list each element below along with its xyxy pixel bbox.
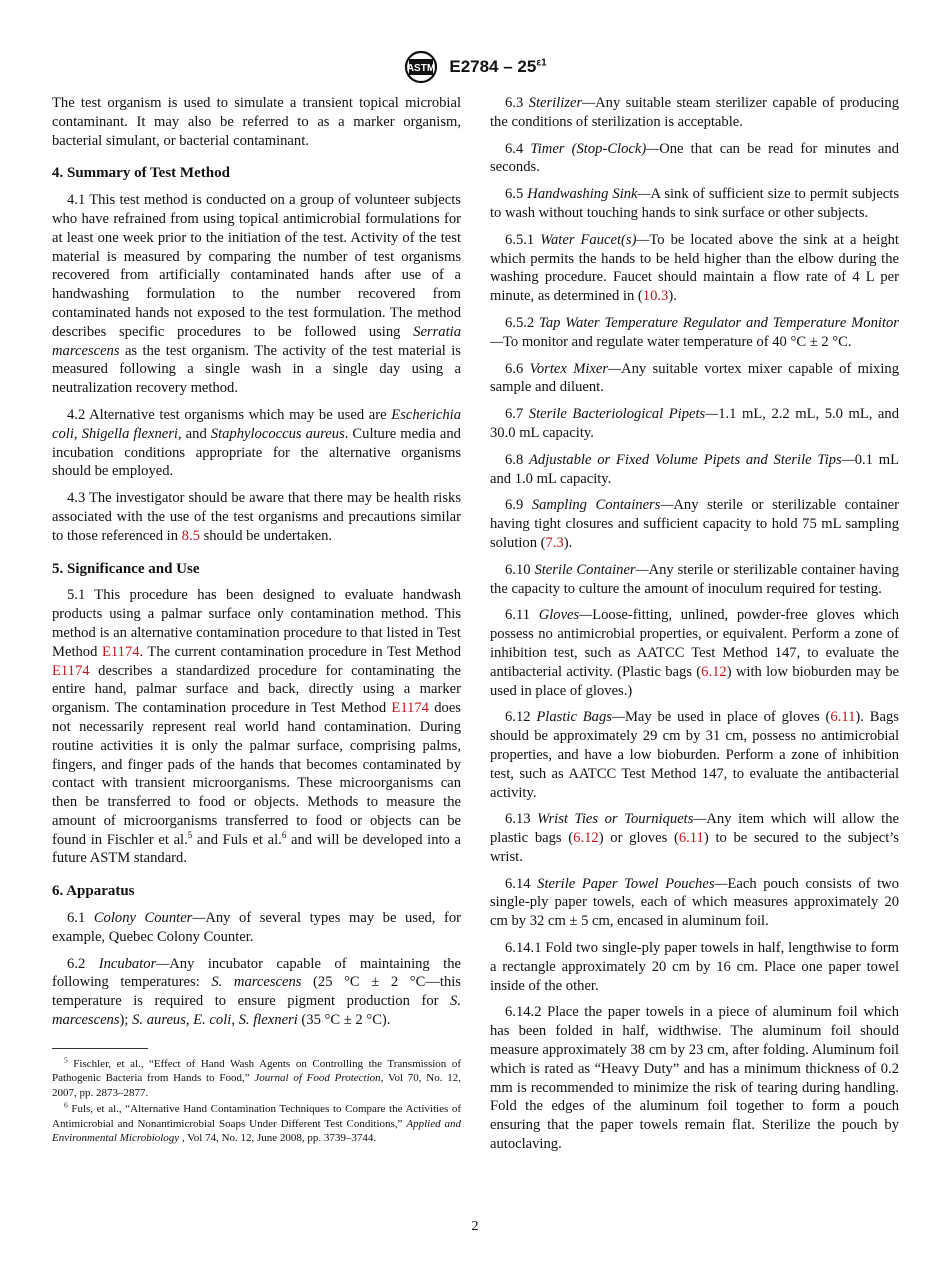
footnote-divider — [52, 1048, 148, 1049]
paragraph: 4.1 This test method is conducted on a group of volunteer subjects who have refrained from using topical antimicrobial formulations for at least one week prior to the initiation of the test. Activity of the test material is measured by comparing the number of test organisms recovered from artificially contaminated hands after use of a handwashing formulation to the number recovered from contaminated hands not exposed to the test formulation. The method describes specific procedures to be followed using Serratia marcescens as the test organism. The activity of the test material is measured following a single wash in a single day using a neutralization recovery method. — [52, 192, 461, 397]
footnote-marker: 5 — [187, 829, 193, 840]
paragraph: 6.1 Colony Counter—Any of several types may be used, for example, Quebec Colony Counter. — [52, 910, 461, 945]
left-column — [52, 94, 461, 1148]
footnote: $^6$ Fuls, et al., “Alternative Hand Contamination Techniques to Compare the Activities of Antimicrobial and Nonantimicrobial Soaps Under Different Test Conditions,” Applied and Environmental Microbiology , Vol 74, No. 12, June 2008, pp. 3739–3744. — [52, 1100, 461, 1145]
footnote-marker: 6 — [281, 829, 287, 840]
paragraph: 6.11 Gloves—Loose-fitting, unlined, powder-free gloves which possess no antimicrobial properties, or equivalent. Perform a zone of inhibition test, such as AATCC Test Method 147, to evaluate the antibacterial activity. (Plastic bags (6.12) with low bioburden may be used in place of gloves.) — [490, 607, 899, 699]
section-heading: 4. Summary of Test Method — [52, 165, 230, 182]
paragraph: 6.7 Sterile Bacteriological Pipets—1.1 mL, 2.2 mL, 5.0 mL, and 30.0 mL capacity. — [490, 406, 900, 441]
paragraph: 6.13 Wrist Ties or Tourniquets—Any item which will allow the plastic bags (6.12) or gloves (6.11) to be secured to the subject’s wrist. — [490, 811, 900, 865]
standard-link[interactable]: E1174 — [391, 700, 429, 717]
paragraph: 6.2 Incubator—Any incubator capable of maintaining the following temperatures: S. marcescens (25 °C ± 2 °C—this temperature is required to ensure pigment production for S. marcescens); S. aureus, E. coli, S. flexneri (35 °C ± 2 °C). — [52, 955, 462, 1029]
paragraph: 6.4 Timer (Stop-Clock)—One that can be read for minutes and seconds. — [490, 140, 899, 176]
paragraph: 6.5 Handwashing Sink—A sink of sufficient size to permit subjects to wash without touching hands to sink surface or other subjects. — [490, 186, 899, 221]
paragraph: The test organism is used to simulate a transient topical microbial contaminant. It may also be referred to as a marker organism, bacterial simulant, or bacterial contaminant. — [52, 95, 461, 149]
cross-reference-link[interactable]: 10.3 — [642, 288, 669, 305]
standard-link[interactable]: E1174 — [52, 662, 90, 679]
astm-logo-icon — [403, 50, 439, 84]
document-designation: $E2784 - 25^{\varepsilon 1}$ — [449, 57, 547, 76]
cross-reference-link[interactable]: 6.11 — [678, 830, 704, 847]
standard-link[interactable]: E1174 — [101, 643, 140, 660]
paragraph: 6.10 Sterile Container—Any sterile or sterilizable container having the capacity to culture the amount of inoculum required for testing. — [490, 561, 899, 597]
paragraph: 6.5.2 Tap Water Temperature Regulator and Temperature Monitor—To monitor and regulate water temperature of 40 °C ± 2 °C. — [490, 314, 899, 350]
page-header — [0, 50, 950, 84]
svg-text:ASTM: ASTM — [407, 63, 436, 74]
paragraph: 6.14.1 Fold two single-ply paper towels in half, lengthwise to form a rectangle approximately 20 cm by 16 cm. Place one paper towel inside of the other. — [490, 940, 899, 994]
paragraph: 6.14 Sterile Paper Towel Pouches—Each pouch consists of two single-ply paper towels, each of which measures approximately 20 cm by 32 cm ± 5 cm, encased in aluminum foil. — [490, 875, 899, 930]
right-column — [490, 94, 899, 1162]
paragraph: 6.9 Sampling Containers—Any sterile or sterilizable container having tight closures and sufficient capacity to hold 75 mL sampling solution (7.3). — [490, 497, 899, 551]
paragraph: 4.3 The investigator should be aware that there may be health risks associated with the use of the test organisms and precautions similar to those referenced in 8.5 should be undertaken. — [52, 490, 461, 544]
paragraph: 5.1 This procedure has been designed to evaluate handwash products using a palmar surface only contamination method. This method is an alternative contamination procedure to that listed in Test Method E1174. The current contamination procedure in Test Method E1174 describes a standardized procedure for contaminating the entire hand, palmar surface and back, directly using a marker organism. The contamination procedure in Test Method E1174 does not necessarily represent real world hand contamination. During routine activities it is only the palmar surface, comprising palms, fingers, and finger pads of the hands that becomes contaminated by contact with transient microorganisms. These microorganisms can then be transferred to food or objects. Methods to measure the amount of microorganisms transferred to food or objects can be found in Fischler et al.$^5$ and Fuls et al.$^6$ and will be developed into a future ASTM standard. — [52, 587, 461, 867]
cross-reference-link[interactable]: 6.12 — [573, 830, 599, 847]
section-heading: 6. Apparatus — [52, 883, 135, 900]
footnote: $^5$ Fischler, et al., “Effect of Hand Wash Agents on Controlling the Transmission of Pathogenic Bacteria from Hands to Food,” Journal of Food Protection, Vol 70, No. 12, 2007, pp. 2873–2877. — [52, 1055, 461, 1099]
cross-reference-link[interactable]: 7.3 — [545, 534, 564, 551]
paragraph: 6.5.1 Water Faucet(s)—To be located above the sink at a height which permits the hands to be held higher than the elbow during the washing procedure. Faucet should maintain a flow rate of 4 L per minute, as determined in (10.3). — [490, 231, 899, 305]
section-heading: 5. Significance and Use — [52, 560, 200, 577]
paragraph: 6.14.2 Place the paper towels in a piece of aluminum foil which has been folded in half, widthwise. The aluminum foil should measure approximately 38 cm by 23 cm, after folding. Aluminum foil which is rated as “Heavy Duty” and has a minimum thickness of 0.2 mm is recommended to minimize the risk of tearing during handling. Fold the edges of the aluminum foil together to form a pouch ensuring that the paper towels remain flat. Sterilize the pouch by autoclaving. — [490, 1004, 899, 1153]
page-number: 2 — [471, 1219, 479, 1234]
cross-reference-link[interactable]: 6.11 — [830, 709, 856, 726]
paragraph: 6.12 Plastic Bags—May be used in place of gloves (6.11). Bags should be approximately 29 cm by 31 cm, possess no antimicrobial properties, and have a low bioburden. Perform a zone of inhibition test, such as AATCC Test Method 147, to evaluate the antibacterial activity. — [490, 709, 899, 801]
cross-reference-link[interactable]: 8.5 — [181, 527, 200, 544]
paragraph: 6.8 Adjustable or Fixed Volume Pipets and Sterile Tips—0.1 mL and 1.0 mL capacity. — [490, 451, 899, 487]
paragraph: 6.3 Sterilizer—Any suitable steam sterilizer capable of producing the conditions of sterilization is acceptable. — [490, 95, 899, 130]
cross-reference-link[interactable]: 6.12 — [701, 663, 727, 680]
paragraph: 6.6 Vortex Mixer—Any suitable vortex mixer capable of mixing sample and diluent. — [490, 360, 899, 396]
paragraph: 4.2 Alternative test organisms which may be used are Escherichia coli, Shigella flexneri, and Staphylococcus aureus. Culture media and incubation conditions appropriate for the alternative organisms should be employed. — [52, 406, 461, 480]
